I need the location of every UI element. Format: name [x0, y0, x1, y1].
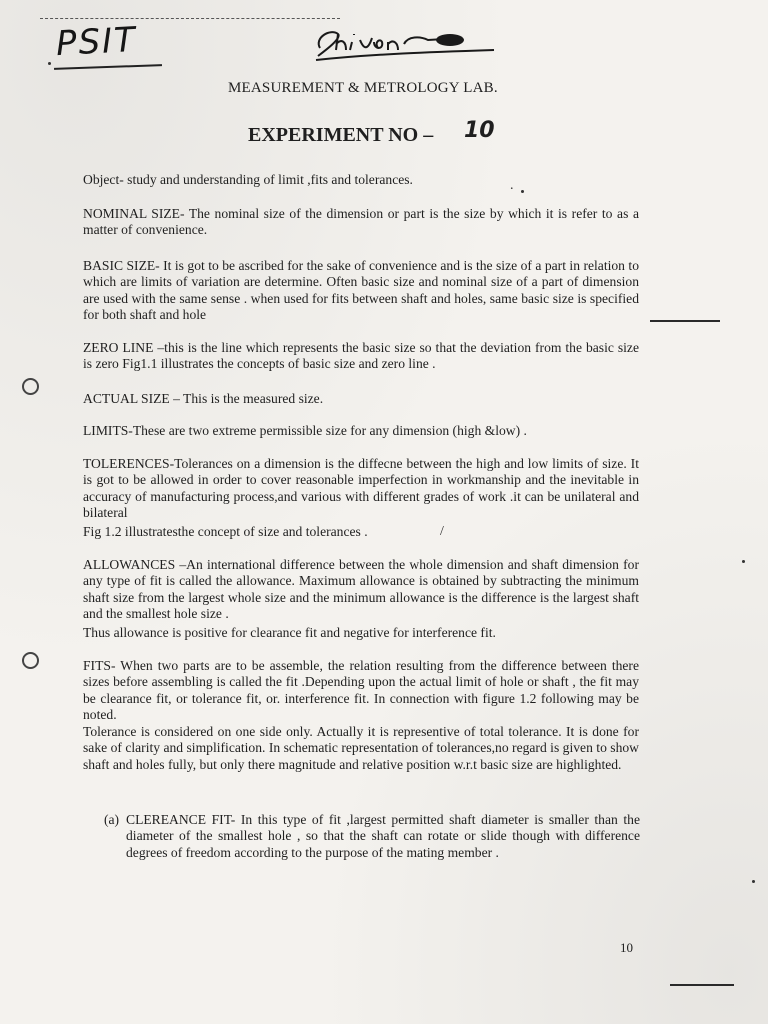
stray-mark [752, 880, 755, 883]
actual-size-paragraph: ACTUAL SIZE – This is the measured size. [83, 391, 324, 406]
top-dashed-rule [40, 18, 340, 19]
psit-logo: PSIT [55, 19, 138, 65]
handwritten-signature [312, 20, 502, 66]
nominal-size-paragraph: NOMINAL SIZE- The nominal size of the dimension or part is the size by which it is refer to as a matter of convenience. [83, 206, 639, 238]
stray-mark: . [510, 178, 514, 193]
basic-size-paragraph: BASIC SIZE- It is got to be ascribed for the sake of convenience and is the size of a part in relation to which are limits of variation are determine. Often basic size and nominal size of a part of dimension are used with the same sense . when used for fits between shaft and holes, same basic size is specified for both shaft and hole [83, 258, 639, 322]
fits-tolerance-note: Tolerance is considered on one side only. Actually it is representive of total tolerance. It is done for sake of clarity and simplification. In schematic representation of tolerances,no regard is given to show shaft and holes fully, but only there magnitude and relative position w.r.t basic size are highlighted. [83, 724, 639, 772]
stray-mark [521, 190, 524, 193]
margin-pen-mark [670, 984, 734, 986]
experiment-title: EXPERIMENT NO – [248, 124, 434, 146]
margin-pen-mark [650, 320, 720, 322]
clereance-fit-text: CLEREANCE FIT- In this type of fit ,largest permitted shaft diameter is smaller than the diameter of the smallest hole , so that the shaft can rotate or slide though with difference degrees of freedom according to the purpose of the mating member . [126, 812, 640, 860]
fits-paragraph: FITS- When two parts are to be assemble, the relation resulting from the difference between there sizes before assembling is called the fit .Depending upon the actual limit of hole or shaft , the fit may be clearance fit, or tolerance fit, or. interference fit. In connection with figure 1.2 following may be noted. [83, 658, 639, 722]
tolerences-figure-note: Fig 1.2 illustratesthe concept of size and tolerances . [83, 524, 368, 539]
zero-line-paragraph: ZERO LINE –this is the line which represents the basic size so that the deviation from the basic size is zero Fig1.1 illustrates the concepts of basic size and zero line . [83, 340, 639, 372]
logo-underline [54, 64, 162, 70]
object-paragraph: Object- study and understanding of limit ,fits and tolerances. [83, 172, 413, 187]
list-marker: (a) [104, 812, 120, 827]
limits-paragraph: LIMITS-These are two extreme permissible size for any dimension (high &low) . [83, 423, 527, 438]
binder-hole [22, 378, 39, 395]
allowances-note: Thus allowance is positive for clearance fit and negative for interference fit. [83, 625, 496, 640]
tolerences-paragraph: TOLERENCES-Tolerances on a dimension is the diffecne between the high and low limits of size. It is got to be allowed in order to cover reasonable imperfection in workmanship and the inevitable in accuracy of manufacturing process,and various with different grades of work .it can be unilateral and bilateral [83, 456, 639, 520]
stray-mark [48, 62, 51, 65]
binder-hole [22, 652, 39, 669]
stray-mark [742, 560, 745, 563]
experiment-number: 10 [464, 118, 495, 143]
allowances-paragraph: ALLOWANCES –An international difference between the whole dimension and shaft dimension for any type of fit is called the allowance. Maximum allowance is obtained by subtracting the minimum shaft size from the largest whole size and the minimum allowance is the difference is the largest shaft and the smallest hole size . [83, 557, 639, 621]
page-number: 10 [620, 940, 633, 955]
lab-name: MEASUREMENT & METROLOGY LAB. [228, 80, 498, 96]
stray-mark: / [440, 524, 444, 539]
